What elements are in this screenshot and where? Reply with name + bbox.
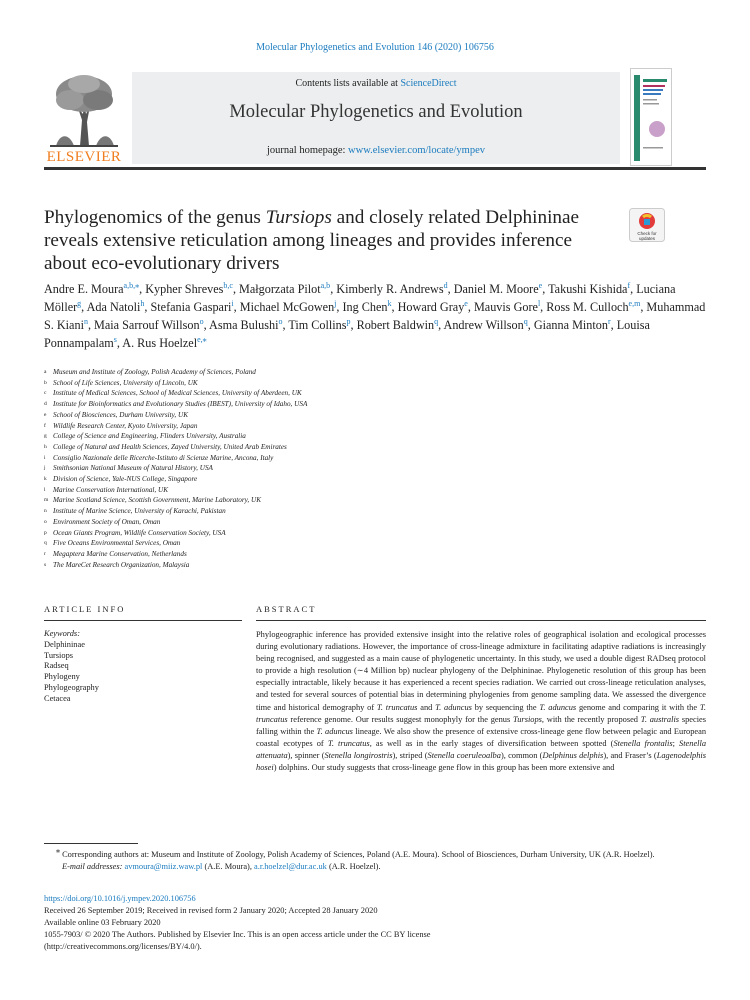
affiliation-text: Environment Society of Oman, Oman <box>53 517 161 526</box>
abstract-seg: ) dolphins. Our study suggests that cross-lineage gene flow in this group has been more extensive and <box>273 763 615 773</box>
author-name[interactable]: Takushi Kishida <box>548 282 628 296</box>
abstract-heading: ABSTRACT <box>256 604 317 614</box>
author-name[interactable]: Daniel M. Moore <box>453 282 539 296</box>
species-name: Lagenodelphis hosei <box>256 750 707 773</box>
affiliation-row <box>44 410 544 421</box>
keyword-item: Radseq <box>44 661 69 671</box>
banner-rule <box>44 167 706 170</box>
affiliation-row <box>44 367 544 378</box>
affiliation-key: p <box>44 529 47 536</box>
author-name[interactable]: Tim Collins <box>288 318 347 332</box>
affiliation-text: School of Biosciences, Durham University, UK <box>53 410 189 419</box>
author-name[interactable]: Andre E. Moura <box>44 282 124 296</box>
affiliation-text: Institute of Marine Science, University of Karachi, Pakistan <box>53 507 226 516</box>
author-affiliation-sup[interactable]: g <box>77 298 82 308</box>
affiliation-key: i <box>44 454 46 461</box>
affiliation-text: College of Natural and Health Sciences, Zayed University, United Arab Emirates <box>53 442 287 451</box>
keyword-item: Cetacea <box>44 693 71 703</box>
journal-cover-icon <box>631 69 671 165</box>
author-name[interactable]: Asma Bulushi <box>209 318 279 332</box>
affiliation-text: Consiglio Nazionale delle Ricerche-Istituto di Scienze Marine, Ancona, Italy <box>53 453 274 462</box>
affiliation-key: g <box>44 433 47 440</box>
license-text: 1055-7903/ © 2020 The Authors. Published by Elsevier Inc. This is an open access article under the CC BY license <box>44 930 431 940</box>
journal-title: Molecular Phylogenetics and Evolution <box>229 102 523 122</box>
keywords-block <box>44 629 242 705</box>
affiliation-text: Five Oceans Environmental Services, Oman <box>53 539 181 548</box>
author-affiliation-sup[interactable]: q <box>434 316 439 326</box>
abstract-seg: ; <box>672 738 680 748</box>
author-name[interactable]: Gianna Minton <box>533 318 608 332</box>
affiliation-row <box>44 474 544 485</box>
keyword-item: Phylogeny <box>44 672 80 682</box>
affiliation-key: k <box>44 476 47 483</box>
affiliation-text: Ocean Giants Program, Wildlife Conservation Society, USA <box>53 528 226 537</box>
abstract-text <box>256 629 706 774</box>
author-name[interactable]: Ada Natoli <box>86 300 141 314</box>
elsevier-logo[interactable] <box>44 72 124 164</box>
affiliation-row <box>44 528 544 539</box>
species-name: T. truncatus <box>256 702 706 724</box>
author-affiliation-sup[interactable]: q <box>523 316 528 326</box>
species-name: T. aduncus <box>539 702 577 712</box>
species-name: Stenella frontalis <box>613 738 673 748</box>
affiliation-list <box>44 367 544 570</box>
keyword-item: Phylogeography <box>44 682 99 692</box>
abstract-rule <box>256 620 706 621</box>
affiliation-text: Division of Science, Yale-NUS College, Singapore <box>53 475 198 484</box>
affiliation-row <box>44 517 544 528</box>
journal-reference[interactable]: Molecular Phylogenetics and Evolution 146 (2020) 106756 <box>256 42 494 53</box>
author-affiliation-sup[interactable]: p <box>346 316 351 326</box>
affiliation-row <box>44 495 544 506</box>
author-affiliation-sup[interactable]: a,b,⁎ <box>123 280 140 290</box>
title-part-2: and closely related Delphininae reveals extensive reticulation among lineages and provides inference about eco-evolutionary drivers <box>44 207 580 274</box>
author-name[interactable]: Kypher Shreves <box>145 282 224 296</box>
author-name[interactable]: Andrew Willson <box>443 318 524 332</box>
species-name: T. australis <box>640 714 680 724</box>
author-name[interactable]: Stefania Gaspari <box>150 300 232 314</box>
affiliation-text: Marine Conservation International, UK <box>53 485 168 494</box>
species-name: Stenella longirostris <box>324 750 393 760</box>
corresponding-mark: ⁎ <box>56 846 60 856</box>
species-name: Stenella attenuata <box>256 738 707 760</box>
keyword-list <box>44 640 242 705</box>
author-affiliation-sup[interactable]: l <box>537 298 541 308</box>
author-name[interactable]: Luciana Möller <box>44 282 676 314</box>
affiliation-key: b <box>44 379 47 386</box>
affiliation-text: Smithsonian National Museum of Natural History, USA <box>53 464 213 473</box>
abstract-seg: ), striped ( <box>392 750 428 760</box>
keywords-label: Keywords: <box>44 629 80 638</box>
author-affiliation-sup[interactable]: d <box>443 280 448 290</box>
affiliation-row <box>44 506 544 517</box>
affiliation-key: a <box>44 369 47 375</box>
journal-header-panel <box>132 72 620 164</box>
abstract-seg: ), spinner ( <box>287 750 325 760</box>
available-online: Available online 03 February 2020 <box>44 918 161 928</box>
elsevier-tree-icon <box>50 72 118 148</box>
contents-line <box>132 78 620 89</box>
author-affiliation-sup[interactable]: h <box>140 298 145 308</box>
affiliation-key: f <box>44 422 46 429</box>
abstract-seg: by sequencing the <box>471 702 540 712</box>
author-name[interactable]: Maia Sarrouf Willson <box>94 318 200 332</box>
affiliation-text: The MareCet Research Organization, Malaysia <box>53 560 190 569</box>
affiliation-text: Marine Scotland Science, Scottish Government, Marine Laboratory, UK <box>53 496 262 505</box>
author-affiliation-sup[interactable]: b,c <box>223 280 233 290</box>
email-line <box>44 861 706 873</box>
footnotes <box>44 846 706 873</box>
abstract-seg: Phylogeographic inference has provided extensive insight into the relative roles of geographical isolation and ecological processes during evolutionary radiations. However, the importance of cross-lineage admixture in facilitating adaptive radiations is increasingly being recognised, and suggested as a main cause of phylogenetic uncertainty. In this study, we used a double digest RADseq protocol to provide a high resolution (∼4 Million bp) nuclear phylogeny of the Delphininae. Phylogenetic resolution of this group has been especially intractable, likely because it has experienced a recent species radiation. We carried out cross-lineage reticulation analyses, and tested for several sources of potential bias in determining phylogenies from genome sampling data. We assessed the divergence time and historical demography of <box>256 630 706 712</box>
affiliation-key: d <box>44 401 47 408</box>
affiliation-text: School of Life Sciences, University of Lincoln, UK <box>53 378 198 387</box>
species-name: Delphinus delphis <box>542 750 604 760</box>
email-owner-hoelzel: (A.R. Hoelzel). <box>328 862 381 872</box>
affiliation-key: r <box>44 550 46 557</box>
affiliation-row <box>44 549 544 560</box>
affiliation-text: Museum and Institute of Zoology, Polish Academy of Sciences, Poland <box>53 368 256 376</box>
author-name[interactable]: Ross M. Culloch <box>546 300 629 314</box>
affiliation-text: College of Science and Engineering, Flinders University, Australia <box>53 432 246 441</box>
affiliation-key: s <box>44 561 47 568</box>
title-genus: Tursiops <box>265 207 332 228</box>
species-name: Tursiops <box>513 714 542 724</box>
affiliation-text: Institute for Bioinformatics and Evolutionary Studies (IBEST), University of Idaho, USA <box>53 400 308 409</box>
affiliation-text: Wildlife Research Center, Kyoto University, Japan <box>53 421 198 430</box>
affiliation-text: Institute of Medical Sciences, School of Medical Sciences, University of Aberdeen, UK <box>53 389 302 398</box>
check-for-updates-badge[interactable] <box>629 208 665 242</box>
affiliation-text: Megaptera Marine Conservation, Netherlands <box>53 549 187 558</box>
journal-cover-thumbnail[interactable] <box>630 68 672 166</box>
species-name: Stenella coeruleoalba <box>427 750 501 760</box>
affiliation-key: n <box>44 508 47 515</box>
keyword-item: Tursiops <box>44 650 74 660</box>
abstract-seg: and <box>417 702 436 712</box>
author-affiliation-sup[interactable]: f <box>627 280 631 290</box>
abstract-seg: ), and Fraser’s ( <box>603 750 657 760</box>
author-name[interactable]: Michael McGowen <box>239 300 335 314</box>
affiliation-row <box>44 538 544 549</box>
author-affiliation-sup[interactable]: e <box>464 298 468 308</box>
affiliation-row <box>44 378 544 389</box>
sciencedirect-link[interactable]: ScienceDirect <box>400 78 457 89</box>
species-name: T. truncatus <box>327 738 370 748</box>
author-name[interactable]: Kimberly R. Andrews <box>336 282 444 296</box>
license-url[interactable]: (http://creativecommons.org/licenses/BY/4.0/). <box>44 942 202 952</box>
journal-banner <box>44 64 706 166</box>
author-affiliation-sup[interactable]: o <box>199 316 204 326</box>
abstract-seg: , with the recently proposed <box>541 714 641 724</box>
author-name[interactable]: Mauvis Gore <box>473 300 538 314</box>
author-affiliation-sup[interactable]: e,⁎ <box>197 334 207 344</box>
abstract-seg: genome and comparing it with the <box>576 702 700 712</box>
check-for-updates-label: Check for updates <box>637 231 657 241</box>
affiliation-key: e <box>44 411 47 418</box>
corresponding-text: Corresponding authors at: Museum and Institute of Zoology, Polish Academy of Sciences, Poland (A.E. Moura). School of Biosciences, Durham University, UK (A.R. Hoelzel). <box>62 850 655 859</box>
author-name[interactable]: Louisa Ponnampalam <box>44 318 650 350</box>
species-name: T. aduncus <box>435 702 472 712</box>
affiliation-row <box>44 485 544 496</box>
author-affiliation-sup[interactable]: s <box>113 334 117 344</box>
abstract-seg: , as well as in the early stages of diversification between spotted ( <box>369 738 614 748</box>
author-name[interactable]: Howard Gray <box>397 300 465 314</box>
affiliation-row <box>44 399 544 410</box>
affiliation-key: c <box>44 390 47 397</box>
abstract-seg: lineage. We also show the presence of extensive cross-lineage gene flow between pelagic and European coastal ecotypes of <box>256 726 707 748</box>
affiliation-row <box>44 463 544 474</box>
homepage-line <box>132 145 620 156</box>
affiliation-row <box>44 560 544 571</box>
affiliation-row <box>44 421 544 432</box>
affiliation-row <box>44 431 544 442</box>
author-affiliation-sup[interactable]: k <box>387 298 392 308</box>
author-affiliation-sup[interactable]: i <box>231 298 234 308</box>
affiliation-row <box>44 388 544 399</box>
homepage-prefix: journal homepage: <box>266 145 346 156</box>
abstract-seg: ), common ( <box>500 750 543 760</box>
species-name: T. aduncus <box>316 726 353 736</box>
history-dates: Received 26 September 2019; Received in revised form 2 January 2020; Accepted 28 January 2020 <box>44 906 378 916</box>
email-owner-moura: (A.E. Moura), <box>204 862 252 872</box>
abstract-seg: reference genome. Our results suggest monophyly for the genus <box>287 714 514 724</box>
email-link-hoelzel[interactable]: a.r.hoelzel@dur.ac.uk <box>254 862 327 872</box>
contents-prefix: Contents lists available at <box>295 78 398 89</box>
affiliation-key: o <box>44 518 47 525</box>
affiliation-key: q <box>44 540 47 547</box>
affiliation-key: h <box>44 443 47 450</box>
affiliation-key: j <box>44 465 46 472</box>
author-affiliation-sup[interactable]: e <box>538 280 543 290</box>
title-part-1: Phylogenomics of the genus <box>44 207 266 228</box>
author-affiliation-sup[interactable]: a,b <box>320 280 331 290</box>
author-affiliation-sup[interactable]: r <box>607 316 611 326</box>
author-affiliation-sup[interactable]: j <box>334 298 337 308</box>
homepage-link[interactable]: www.elsevier.com/locate/ympev <box>348 145 485 156</box>
affiliation-row <box>44 453 544 464</box>
author-affiliation-sup[interactable]: o <box>278 316 283 326</box>
footnote-rule <box>44 843 138 844</box>
article-info-heading: ARTICLE INFO <box>44 604 126 614</box>
elsevier-wordmark: ELSEVIER <box>46 149 122 165</box>
paper-title <box>44 206 614 275</box>
affiliation-key: l <box>44 486 46 493</box>
email-label: E-mail addresses: <box>62 862 123 872</box>
species-name: T. truncatus <box>376 702 418 712</box>
author-affiliation-sup[interactable]: n <box>83 316 88 326</box>
author-name[interactable]: Małgorzata Pilot <box>239 282 321 296</box>
keyword-item: Delphininae <box>44 639 85 649</box>
publication-info <box>44 893 706 953</box>
author-name[interactable]: Robert Baldwin <box>356 318 435 332</box>
email-link-moura[interactable]: avmoura@miiz.waw.pl <box>124 862 203 872</box>
doi-link[interactable]: https://doi.org/10.1016/j.ympev.2020.106756 <box>44 894 196 903</box>
author-name[interactable]: Ing Chen <box>342 300 388 314</box>
article-info-rule <box>44 620 242 621</box>
author-name[interactable]: Muhammad S. Kiani <box>44 300 706 332</box>
author-list: Andre E. Moura$^{a,b,⁎}$, Kypher Shreves$^{b,c}$, Małgorzata Pilot$^{a,b}$, Kimberly R. Andrews$^d$, Daniel M. Moore$^e$, Takushi Kishida$^f$, Luciana Möller$^g$, Ada Natoli$^h$, Stefania Gaspari$^i$, Michael McGowen$^j$, Ing Chen$^k$, Howard Gray$^e$, Mauvis Gore$^l$, Ross M. Culloch$^{e,m}$, Muhammad S. Kiani$^n$, Maia Sarrouf Willson$^o$, Asma Bulushi$^o$, Tim Collins$^p$, Robert Baldwin$^q$, Andrew Willson$^q$, Gianna Minton$^r$, Louisa Ponnampalam$^s$, A. Rus Hoelzel$^{e,⁎}$ <box>44 280 706 350</box>
affiliation-row <box>44 442 544 453</box>
corresponding-author-note <box>44 846 706 861</box>
author-name[interactable]: A. Rus Hoelzel <box>122 336 198 350</box>
abstract-seg: species falling within the <box>256 714 707 736</box>
author-affiliation-sup[interactable]: e,m <box>628 298 641 308</box>
affiliation-key: m <box>44 497 49 504</box>
